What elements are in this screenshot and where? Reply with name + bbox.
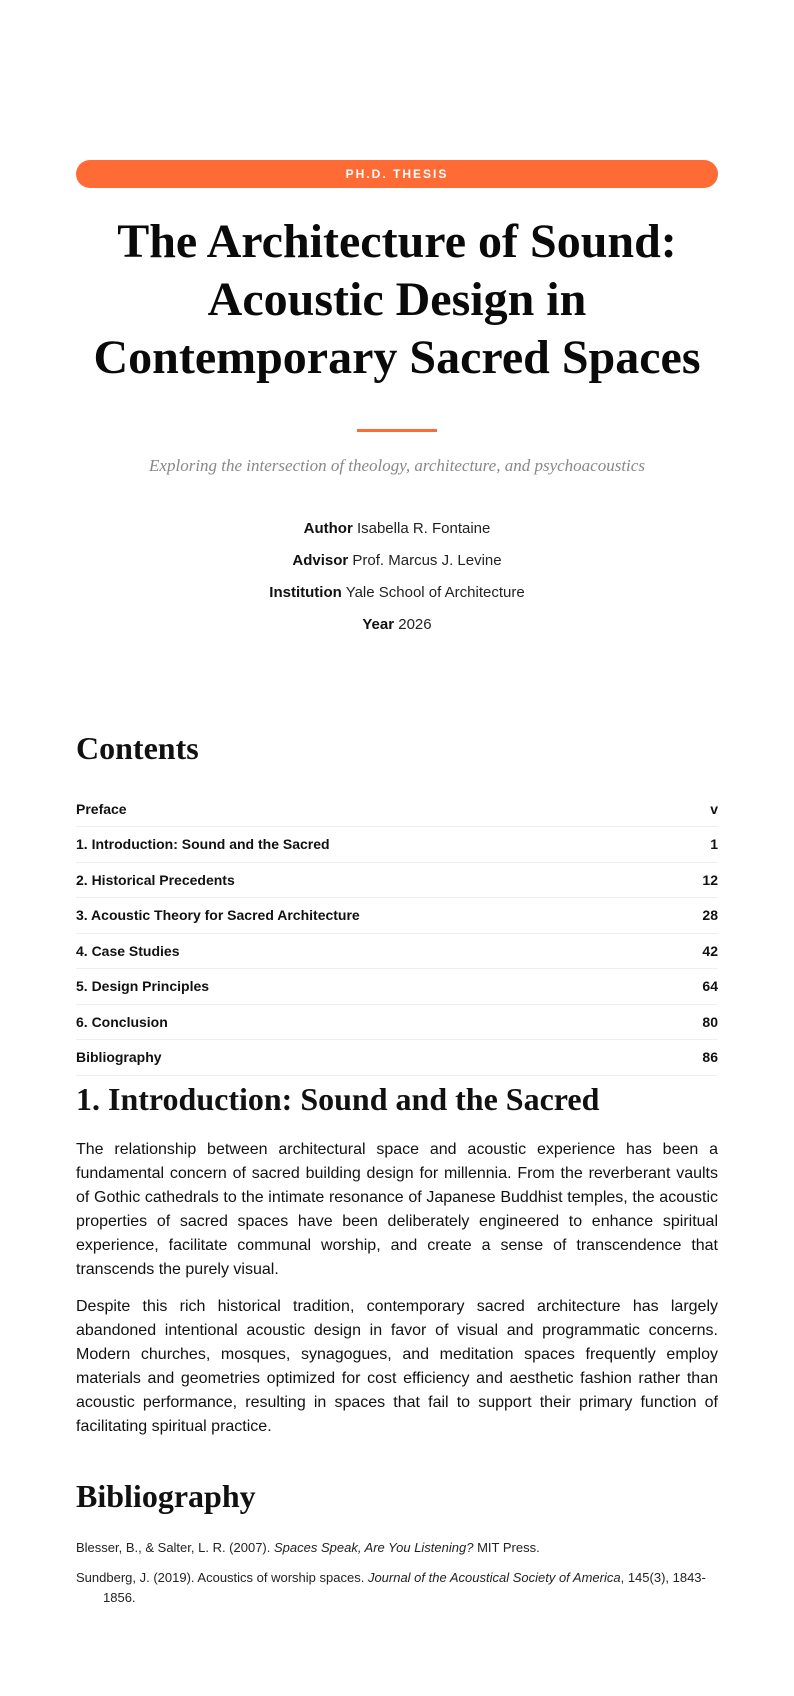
toc-item-page: 42 [702, 942, 718, 959]
meta-year-label: Year [362, 616, 395, 633]
toc-item-historical-precedents[interactable] [76, 863, 718, 899]
thesis-subtitle: Exploring the intersection of theology, architecture, and psychoacoustics [149, 456, 645, 475]
toc-item-acoustic-theory[interactable] [76, 898, 718, 934]
toc-item-page: 64 [702, 978, 718, 995]
meta-advisor-label: Advisor [292, 552, 349, 569]
table-of-contents [76, 792, 718, 1076]
bibliography-entry [76, 1568, 718, 1608]
bib-entry-journal: Journal of the Acoustical Society of America [367, 1570, 621, 1585]
meta-advisor [76, 550, 718, 582]
contents-heading: Contents [76, 730, 199, 766]
toc-item-introduction[interactable] [76, 827, 718, 863]
toc-item-label: 3. Acoustic Theory for Sacred Architecture [76, 907, 360, 924]
bib-entry-publisher: MIT Press. [473, 1540, 540, 1555]
meta-author-label: Author [303, 520, 353, 537]
toc-item-preface[interactable] [76, 792, 718, 827]
thesis-type-badge: PH.D. THESIS [76, 160, 718, 188]
toc-item-bibliography[interactable] [76, 1040, 718, 1076]
introduction-paragraph: Despite this rich historical tradition, contemporary sacred architecture has largely abandoned intentional acoustic design in favor of visual and programmatic concerns. Modern churches, mosques, synagogues, and meditation spaces frequently employ materials and geometries optimized for cost efficiency and aesthetic fashion rather than acoustic performance, resulting in spaces that fail to support their primary function of facilitating spiritual practice. [76, 1298, 718, 1435]
toc-item-label: Bibliography [76, 1049, 162, 1066]
title-divider [357, 429, 437, 432]
meta-institution-value: Yale School of Architecture [345, 584, 525, 601]
bibliography-heading: Bibliography [76, 1478, 256, 1514]
bib-entry-text: Blesser, B., & Salter, L. R. (2007). [76, 1540, 274, 1555]
toc-item-label: 2. Historical Precedents [76, 871, 235, 888]
toc-item-page: 12 [702, 871, 718, 888]
toc-item-page: 28 [702, 907, 718, 924]
introduction-body [76, 1138, 718, 1452]
toc-item-label: 4. Case Studies [76, 942, 180, 959]
meta-institution [76, 582, 718, 614]
meta-author-value: Isabella R. Fontaine [356, 520, 491, 537]
toc-item-label: 1. Introduction: Sound and the Sacred [76, 836, 330, 853]
toc-item-design-principles[interactable] [76, 969, 718, 1005]
toc-item-label: 6. Conclusion [76, 1013, 168, 1030]
thesis-meta [76, 518, 718, 646]
toc-item-page: 1 [710, 836, 718, 853]
toc-item-page: v [710, 801, 718, 817]
toc-item-conclusion[interactable] [76, 1005, 718, 1041]
meta-advisor-value: Prof. Marcus J. Levine [352, 552, 502, 569]
bibliography-entry [76, 1538, 718, 1558]
meta-year-value: 2026 [398, 616, 432, 633]
toc-item-label: 5. Design Principles [76, 978, 210, 995]
bibliography-list [76, 1538, 718, 1618]
toc-item-page: 80 [702, 1013, 718, 1030]
introduction-paragraph: The relationship between architectural space and acoustic experience has been a fundamental concern of sacred building design for millennia. From the reverberant vaults of Gothic cathedrals to the intimate resonance of Japanese Buddhist temples, the acoustic properties of sacred spaces have been deliberately engineered to enhance spiritual experience, facilitate communal worship, and create a sense of transcendence that transcends the purely visual. [76, 1141, 718, 1278]
toc-item-label: Preface [76, 801, 127, 817]
introduction-heading: 1. Introduction: Sound and the Sacred [76, 1081, 600, 1117]
bib-entry-citation: , 145(3), 1843-1856. [103, 1570, 706, 1605]
toc-item-page: 86 [702, 1049, 718, 1066]
meta-author [76, 518, 718, 550]
thesis-title: The Architecture of Sound: Acoustic Design in Contemporary Sacred Spaces [93, 215, 701, 384]
meta-year [76, 614, 718, 646]
bib-entry-title: Spaces Speak, Are You Listening? [273, 1540, 474, 1555]
toc-item-case-studies[interactable] [76, 934, 718, 970]
meta-institution-label: Institution [269, 584, 342, 601]
bib-entry-text: Sundberg, J. (2019). Acoustics of worship spaces. [76, 1570, 368, 1585]
